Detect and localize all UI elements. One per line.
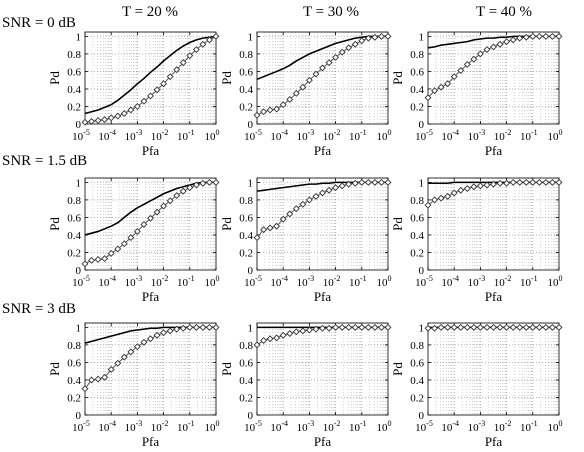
x-tick-label: $10^{-1}$ [176, 128, 195, 143]
x-tick-label: $10^{-5}$ [415, 419, 433, 434]
pd-curve-line [85, 182, 216, 235]
x-axis-label: Pfa [313, 289, 332, 304]
diamond-marker [352, 325, 358, 331]
y-tick-label: 0.2 [67, 101, 81, 114]
row-title-2: SNR = 3 dB [2, 301, 76, 317]
diamond-marker [300, 201, 306, 207]
y-tick-label: 0 [418, 265, 424, 277]
y-tick-label: 0 [247, 265, 253, 277]
diamond-marker [556, 34, 562, 40]
y-tick-label: 0.8 [67, 339, 81, 352]
y-tick-label: 0.4 [410, 83, 424, 96]
y-tick-label: 0 [247, 410, 253, 422]
y-tick-label: 0.4 [239, 229, 253, 242]
diamond-marker [385, 34, 391, 40]
x-tick-label: $10^{-1}$ [348, 128, 367, 143]
diamond-marker [432, 325, 438, 331]
diamond-marker [307, 197, 313, 203]
column-title-2: T = 40 % [475, 4, 533, 20]
y-axis-label: Pd [390, 362, 405, 376]
x-tick-label: $10^{-1}$ [348, 274, 367, 289]
diamond-marker [491, 325, 497, 331]
y-tick-label: 0 [418, 119, 424, 131]
subplot-r1-c0 [47, 177, 220, 304]
x-tick-label: $10^{-4}$ [270, 128, 289, 143]
diamond-marker [274, 106, 280, 112]
diamond-marker [550, 180, 556, 186]
diamond-marker [267, 225, 273, 231]
diamond-marker [550, 325, 556, 331]
y-tick-label: 1 [75, 31, 81, 44]
x-tick-label: $10^{-5}$ [72, 419, 90, 434]
diamond-marker [261, 109, 267, 115]
x-tick-label: $10^{-3}$ [296, 128, 315, 143]
y-tick-label: 0.2 [239, 247, 253, 260]
diamond-marker [497, 325, 503, 331]
x-tick-label: $10^{-2}$ [322, 128, 341, 143]
subplot-r0-c1 [219, 31, 392, 158]
diamond-marker [484, 47, 490, 53]
y-tick-label: 1 [418, 31, 424, 44]
y-tick-label: 0.2 [410, 247, 424, 260]
x-axis-label: Pfa [141, 289, 160, 304]
y-axis-label: Pd [219, 71, 234, 85]
diamond-marker [471, 325, 477, 331]
x-tick-label: $10^0$ [204, 128, 220, 143]
diamond-marker [161, 330, 167, 336]
x-tick-label: $10^{-2}$ [493, 128, 512, 143]
y-tick-label: 0.6 [239, 357, 253, 370]
y-tick-label: 0.6 [410, 212, 424, 225]
diamond-marker [300, 328, 306, 334]
y-tick-label: 0.4 [410, 229, 424, 242]
diamond-marker [121, 111, 127, 117]
y-tick-label: 0.2 [239, 101, 253, 114]
column-title-0: T = 20 % [121, 4, 179, 20]
x-tick-label: $10^{-5}$ [244, 128, 262, 143]
diamond-marker [530, 180, 536, 186]
diamond-marker [458, 187, 464, 193]
x-tick-label: $10^0$ [204, 419, 220, 434]
diamond-marker [352, 180, 358, 186]
y-tick-label: 0.2 [410, 392, 424, 405]
diamond-marker [372, 180, 378, 186]
diamond-marker [438, 325, 444, 331]
x-tick-label: $10^{-2}$ [493, 419, 512, 434]
diamond-marker [510, 325, 516, 331]
diamond-marker [537, 325, 543, 331]
diamond-marker [293, 329, 299, 335]
diamond-marker [213, 325, 219, 331]
x-tick-label: $10^{-2}$ [493, 274, 512, 289]
diamond-marker [254, 112, 260, 118]
diamond-marker [556, 180, 562, 186]
y-tick-label: 1 [247, 177, 253, 190]
diamond-marker [167, 328, 173, 334]
diamond-marker [550, 34, 556, 40]
x-tick-label: $10^{-5}$ [244, 419, 262, 434]
diamond-marker [451, 190, 457, 196]
diamond-marker [385, 325, 391, 331]
diamond-marker [359, 325, 365, 331]
diamond-marker [213, 34, 219, 40]
y-tick-label: 1 [75, 322, 81, 335]
x-tick-label: $10^{-3}$ [124, 128, 143, 143]
x-tick-label: $10^{-2}$ [150, 128, 169, 143]
y-axis-label: Pd [390, 71, 405, 85]
diamond-marker [287, 331, 293, 337]
x-tick-label: $10^{-3}$ [124, 274, 143, 289]
x-tick-label: $10^{-5}$ [72, 274, 90, 289]
row-title-1: SNR = 1.5 dB [2, 153, 88, 169]
x-tick-label: $10^{-1}$ [176, 274, 195, 289]
x-tick-label: $10^{-5}$ [72, 128, 90, 143]
axes-box [85, 32, 216, 124]
diamond-marker [346, 45, 352, 51]
column-title-1: T = 30 % [302, 4, 360, 20]
axes-box [428, 323, 559, 415]
x-tick-label: $10^{-4}$ [98, 419, 117, 434]
x-tick-label: $10^{-4}$ [270, 274, 289, 289]
pd-curve-line [257, 36, 388, 79]
diamond-marker [517, 325, 523, 331]
x-tick-label: $10^{-1}$ [519, 128, 538, 143]
y-tick-label: 0.6 [410, 357, 424, 370]
diamond-marker [510, 37, 516, 43]
diamond-marker [346, 325, 352, 331]
x-tick-label: $10^{-5}$ [244, 274, 262, 289]
x-tick-label: $10^{-4}$ [98, 274, 117, 289]
diamond-marker [180, 188, 186, 194]
diamond-marker [445, 194, 451, 200]
y-tick-label: 0.6 [67, 212, 81, 225]
y-axis-label: Pd [47, 362, 62, 376]
y-tick-label: 0.6 [410, 66, 424, 79]
x-tick-label: $10^0$ [204, 274, 220, 289]
y-tick-label: 0.4 [67, 83, 81, 96]
y-tick-label: 0.6 [67, 357, 81, 370]
diamond-marker [478, 183, 484, 189]
x-tick-label: $10^{-3}$ [296, 419, 315, 434]
diamond-marker [108, 115, 114, 121]
y-tick-label: 0.8 [239, 339, 253, 352]
diamond-marker [372, 34, 378, 40]
diamond-marker [425, 325, 431, 331]
y-axis-label: Pd [219, 217, 234, 231]
diamond-marker [464, 325, 470, 331]
axes-box [428, 178, 559, 270]
diamond-marker [510, 180, 516, 186]
diamond-marker [333, 325, 339, 331]
diamond-marker [523, 325, 529, 331]
diamond-marker [372, 325, 378, 331]
diamond-marker [207, 325, 213, 331]
diamond-marker [154, 332, 160, 338]
diamond-marker [141, 339, 147, 345]
diamond-marker [89, 258, 95, 264]
diamond-marker [458, 325, 464, 331]
diamond-marker [102, 117, 108, 123]
diamond-marker [537, 34, 543, 40]
x-tick-label: $10^{-3}$ [467, 419, 486, 434]
diamond-marker [267, 336, 273, 342]
x-tick-label: $10^{-3}$ [467, 128, 486, 143]
diamond-marker [326, 187, 332, 193]
x-axis-label: Pfa [313, 434, 332, 449]
diamond-marker [464, 186, 470, 192]
y-tick-label: 1 [75, 177, 81, 190]
diamond-marker [379, 325, 385, 331]
y-tick-label: 0.8 [239, 194, 253, 207]
y-tick-label: 0.8 [410, 48, 424, 61]
x-tick-label: $10^0$ [376, 128, 392, 143]
diamond-marker [200, 325, 206, 331]
diamond-marker [484, 325, 490, 331]
diamond-marker [274, 335, 280, 341]
y-tick-label: 0.4 [239, 374, 253, 387]
x-tick-label: $10^{-1}$ [519, 274, 538, 289]
y-tick-label: 0.8 [410, 339, 424, 352]
diamond-marker [379, 180, 385, 186]
x-tick-label: $10^{-3}$ [124, 419, 143, 434]
y-tick-label: 0.6 [239, 212, 253, 225]
x-tick-label: $10^{-1}$ [348, 419, 367, 434]
diamond-marker [385, 180, 391, 186]
x-tick-label: $10^{-4}$ [270, 419, 289, 434]
diamond-marker [200, 180, 206, 186]
subplot-r1-c2 [390, 177, 563, 304]
x-axis-label: Pfa [484, 289, 503, 304]
diamond-marker [523, 34, 529, 40]
diamond-marker [280, 332, 286, 338]
diamond-marker [326, 325, 332, 331]
diamond-marker [478, 325, 484, 331]
diamond-marker [95, 257, 101, 263]
diamond-marker [194, 325, 200, 331]
diamond-marker [504, 180, 510, 186]
x-tick-label: $10^{-4}$ [98, 128, 117, 143]
diamond-marker [497, 41, 503, 47]
y-axis-label: Pd [47, 217, 62, 231]
subplot-r0-c2 [390, 31, 563, 158]
pd-curve-diamond-line [85, 182, 216, 263]
diamond-marker [320, 325, 326, 331]
x-axis-label: Pfa [484, 143, 503, 158]
y-tick-label: 0.4 [67, 229, 81, 242]
diamond-marker [320, 190, 326, 196]
diamond-marker [537, 180, 543, 186]
x-tick-label: $10^0$ [376, 274, 392, 289]
y-tick-label: 0.8 [67, 48, 81, 61]
y-axis-label: Pd [390, 217, 405, 231]
x-tick-label: $10^{-5}$ [415, 128, 433, 143]
diamond-marker [451, 325, 457, 331]
diamond-marker [556, 325, 562, 331]
diamond-marker [379, 34, 385, 40]
x-tick-label: $10^{-2}$ [150, 419, 169, 434]
x-tick-label: $10^{-4}$ [441, 419, 460, 434]
diamond-marker [95, 118, 101, 124]
y-tick-label: 0.2 [239, 392, 253, 405]
subplot-r2-c1 [219, 322, 392, 449]
x-axis-label: Pfa [141, 434, 160, 449]
x-tick-label: $10^{-4}$ [441, 274, 460, 289]
y-tick-label: 0.4 [67, 374, 81, 387]
diamond-marker [339, 325, 345, 331]
x-tick-label: $10^0$ [547, 274, 563, 289]
x-tick-label: $10^0$ [547, 128, 563, 143]
y-tick-label: 0 [418, 410, 424, 422]
diamond-marker [543, 180, 549, 186]
y-tick-label: 0 [75, 410, 81, 422]
y-tick-label: 0 [75, 119, 81, 131]
x-axis-label: Pfa [141, 143, 160, 158]
diamond-marker [504, 325, 510, 331]
x-tick-label: $10^{-2}$ [150, 274, 169, 289]
x-axis-label: Pfa [313, 143, 332, 158]
diamond-marker [115, 113, 121, 119]
diamond-marker [359, 180, 365, 186]
diamond-marker [261, 338, 267, 344]
y-tick-label: 0.8 [67, 194, 81, 207]
diamond-marker [128, 107, 134, 113]
x-tick-label: $10^{-1}$ [519, 419, 538, 434]
y-tick-label: 1 [418, 177, 424, 190]
diamond-marker [313, 194, 319, 200]
diamond-marker [95, 376, 101, 382]
y-tick-label: 0 [247, 119, 253, 131]
y-tick-label: 1 [247, 322, 253, 335]
subplot-r2-c0 [47, 322, 220, 449]
subplot-r0-c0 [47, 31, 220, 158]
x-tick-label: $10^0$ [547, 419, 563, 434]
diamond-marker [180, 325, 186, 331]
diamond-marker [366, 180, 372, 186]
diamond-marker [187, 325, 193, 331]
diamond-marker [254, 342, 260, 348]
subplot-r1-c1 [219, 177, 392, 304]
diamond-marker [543, 325, 549, 331]
y-tick-label: 0 [75, 265, 81, 277]
diamond-marker [339, 183, 345, 189]
diamond-marker [445, 325, 451, 331]
y-tick-label: 0.2 [67, 247, 81, 260]
diamond-marker [148, 336, 154, 342]
diamond-marker [523, 180, 529, 186]
x-tick-label: $10^{-1}$ [176, 419, 195, 434]
y-axis-label: Pd [47, 71, 62, 85]
y-tick-label: 0.4 [239, 83, 253, 96]
x-tick-label: $10^{-2}$ [322, 419, 341, 434]
y-tick-label: 0.2 [67, 392, 81, 405]
y-tick-label: 0.8 [410, 194, 424, 207]
diamond-marker [333, 185, 339, 191]
y-axis-label: Pd [219, 362, 234, 376]
diamond-marker [207, 180, 213, 186]
x-tick-label: $10^{-5}$ [415, 274, 433, 289]
y-tick-label: 1 [418, 322, 424, 335]
diamond-marker [213, 180, 219, 186]
x-tick-label: $10^{-4}$ [441, 128, 460, 143]
x-axis-label: Pfa [484, 434, 503, 449]
diamond-marker [366, 325, 372, 331]
y-tick-label: 0.6 [67, 66, 81, 79]
subplot-r2-c2 [390, 322, 563, 449]
y-tick-label: 0.4 [410, 374, 424, 387]
x-tick-label: $10^{-3}$ [467, 274, 486, 289]
y-tick-label: 1 [247, 31, 253, 44]
row-title-0: SNR = 0 dB [2, 15, 76, 31]
diamond-marker [471, 184, 477, 190]
diamond-marker [530, 325, 536, 331]
diamond-marker [82, 261, 88, 267]
diamond-marker [517, 180, 523, 186]
diamond-marker [89, 119, 95, 125]
diamond-marker [267, 107, 273, 113]
y-tick-label: 0.6 [239, 66, 253, 79]
diamond-marker [530, 34, 536, 40]
diamond-marker [352, 41, 358, 47]
x-tick-label: $10^{-2}$ [322, 274, 341, 289]
x-tick-label: $10^{-3}$ [296, 274, 315, 289]
y-tick-label: 0.8 [239, 48, 253, 61]
diamond-marker [359, 38, 365, 44]
diamond-marker [491, 44, 497, 50]
diamond-marker [504, 39, 510, 45]
diamond-marker [497, 180, 503, 186]
x-tick-label: $10^0$ [376, 419, 392, 434]
diamond-marker [543, 34, 549, 40]
y-tick-label: 0.2 [410, 101, 424, 114]
